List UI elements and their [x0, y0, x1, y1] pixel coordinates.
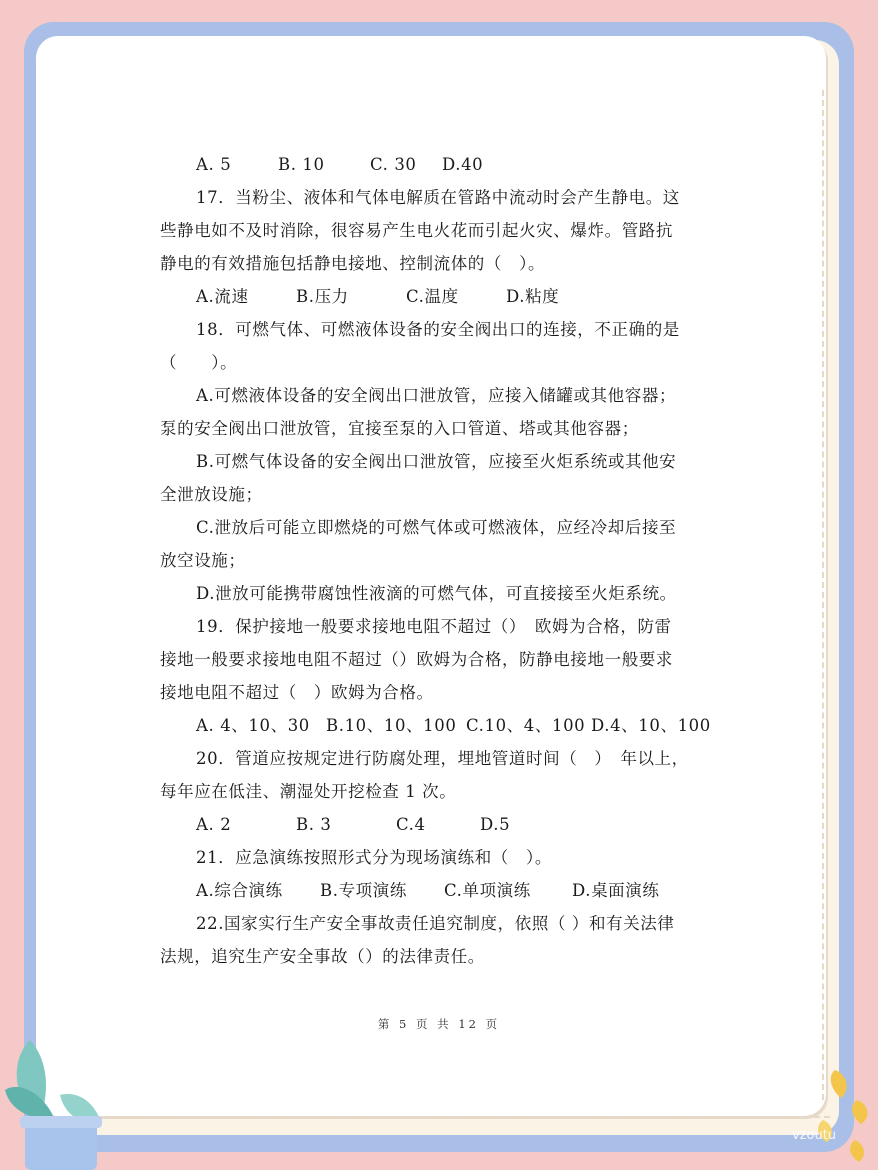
page-footer: 第 5 页 共 12 页 [377, 1017, 501, 1031]
question-18-option-b-line-2: 全泄放设施； [160, 485, 263, 504]
option: D.5 [480, 815, 511, 834]
question-18-option-a-line-1: A.可燃液体设备的安全阀出口泄放管，应接入储罐或其他容器； [196, 386, 677, 405]
exam-content [160, 148, 720, 973]
question-22-line-2: 法规，追究生产安全事故（）的法律责任。 [160, 947, 485, 966]
stitch-border-right [822, 90, 824, 1100]
option: A. 5 [196, 155, 232, 174]
watermark: vzoutu [792, 1128, 837, 1143]
question-19-line-3: 接地电阻不超过（ ）欧姆为合格。 [160, 683, 434, 702]
question-20-line-1: 20．管道应按规定进行防腐处理，埋地管道时间（ ） 年以上， [196, 749, 689, 768]
option: D.粘度 [506, 287, 560, 306]
question-21: 21．应急演练按照形式分为现场演练和（ ）。 [196, 848, 552, 867]
option: A. 2 [196, 815, 232, 834]
option: C.4 [396, 815, 426, 834]
question-18-line-1: 18．可燃气体、可燃液体设备的安全阀出口的连接，不正确的是 [196, 320, 680, 339]
question-18-option-c-line-1: C.泄放后可能立即燃烧的可燃气体或可燃液体，应经冷却后接至 [196, 518, 677, 537]
flowers-illustration [795, 1060, 878, 1170]
option: B. 10 [278, 155, 325, 174]
option: C.温度 [406, 287, 459, 306]
option: C.10、4、100 [466, 716, 586, 735]
question-22-line-1: 22.国家实行生产安全事故责任追究制度，依照（ ）和有关法律 [196, 914, 675, 933]
potted-plant-illustration [0, 1020, 120, 1170]
question-17-line-1: 17．当粉尘、液体和气体电解质在管路中流动时会产生静电。这 [196, 188, 680, 207]
option: D.4、10、100 [591, 716, 711, 735]
options-row-q20 [160, 808, 720, 841]
options-row-q16 [160, 148, 720, 181]
option: A.流速 [196, 287, 249, 306]
question-18-option-d: D.泄放可能携带腐蚀性液滴的可燃气体，可直接接至火炬系统。 [196, 584, 677, 603]
options-row-q21 [160, 874, 720, 907]
option: C. 30 [370, 155, 417, 174]
question-17-line-2: 些静电如不及时消除，很容易产生电火花而引起火灾、爆炸。管路抗 [160, 221, 673, 240]
options-row-q17 [160, 280, 720, 313]
question-18-option-b-line-1: B.可燃气体设备的安全阀出口泄放管，应接至火炬系统或其他安 [196, 452, 677, 471]
question-19-line-1: 19．保护接地一般要求接地电阻不超过（） 欧姆为合格，防雷 [196, 617, 672, 636]
question-18-option-a-line-2: 泵的安全阀出口泄放管，宜接至泵的入口管道、塔或其他容器； [160, 419, 639, 438]
stitch-border-bottom [110, 1116, 830, 1118]
question-17-line-3: 静电的有效措施包括静电接地、控制流体的（ ）。 [160, 254, 546, 273]
question-19-line-2: 接地一般要求接地电阻不超过（）欧姆为合格，防静电接地一般要求 [160, 650, 673, 669]
option: B.10、10、100 [326, 716, 457, 735]
question-18-option-c-line-2: 放空设施； [160, 551, 246, 570]
option: C.单项演练 [444, 881, 531, 900]
option: B.压力 [296, 287, 349, 306]
option: B. 3 [296, 815, 332, 834]
option: D.桌面演练 [572, 881, 660, 900]
question-20-line-2: 每年应在低洼、潮湿处开挖检查 1 次。 [160, 782, 457, 801]
option: A. 4、10、30 [196, 716, 310, 735]
question-18-line-2: （ ）。 [160, 353, 238, 372]
option: A.综合演练 [196, 881, 283, 900]
option: B.专项演练 [320, 881, 407, 900]
option: D.40 [442, 155, 484, 174]
options-row-q19 [160, 709, 720, 742]
